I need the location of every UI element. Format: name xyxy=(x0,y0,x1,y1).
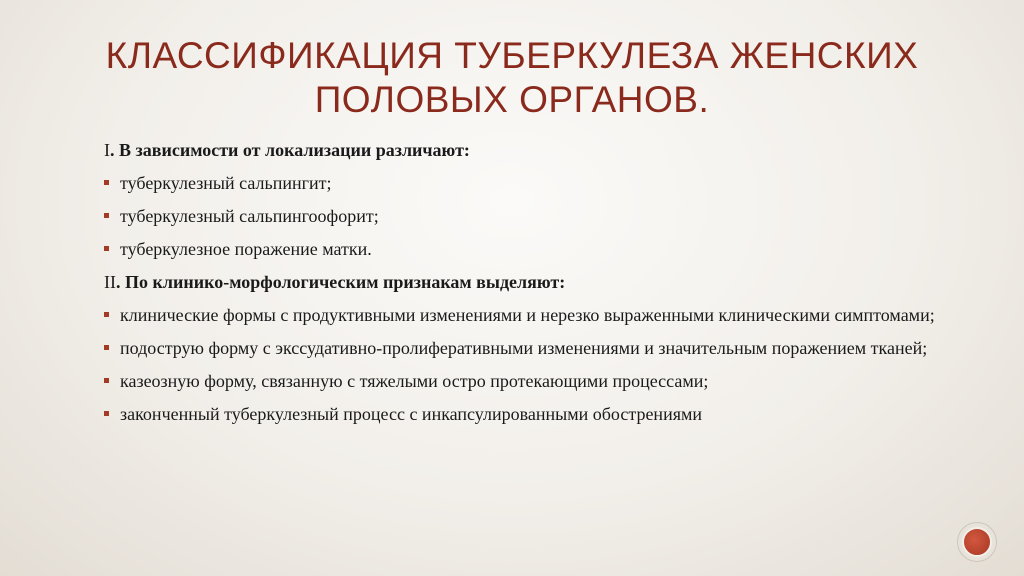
bullet-icon xyxy=(104,345,109,350)
section-2-list xyxy=(104,303,944,426)
list-item xyxy=(104,369,944,393)
list-item xyxy=(104,303,944,327)
slide-nav-circle-icon[interactable] xyxy=(957,522,997,562)
list-item xyxy=(104,402,944,426)
list-item-text: казеозную форму, связанную с тяжелыми остро протекающими процессами; xyxy=(120,371,709,391)
bullet-icon xyxy=(104,180,109,185)
section-1-numeral: I xyxy=(104,140,110,160)
section-1-heading-text: . В зависимости от локализации различают: xyxy=(110,140,470,160)
bullet-icon xyxy=(104,378,109,383)
bullet-icon xyxy=(104,246,109,251)
section-1-list xyxy=(104,171,944,261)
slide-content xyxy=(104,138,944,435)
circle-inner-icon xyxy=(962,527,992,557)
section-2-heading xyxy=(104,270,944,294)
list-item xyxy=(104,237,944,261)
list-item-text: подострую форму с экссудативно-пролиферативными изменениями и значительным поражением тканей; xyxy=(120,338,928,358)
bullet-icon xyxy=(104,213,109,218)
list-item-text: туберкулезное поражение матки. xyxy=(120,239,372,259)
slide-title xyxy=(60,34,964,122)
bullet-icon xyxy=(104,411,109,416)
list-item-text: туберкулезный сальпингит; xyxy=(120,173,332,193)
section-2-heading-text: . По клинико-морфологическим признакам выделяют: xyxy=(116,272,566,292)
list-item-text: туберкулезный сальпингоофорит; xyxy=(120,206,379,226)
list-item xyxy=(104,204,944,228)
section-1-heading xyxy=(104,138,944,162)
title-line-1: КЛАССИФИКАЦИЯ ТУБЕРКУЛЕЗА ЖЕНСКИХ xyxy=(105,35,919,76)
list-item xyxy=(104,171,944,195)
list-item xyxy=(104,336,944,360)
list-item-text: клинические формы с продуктивными изменениями и нерезко выраженными клиническими симптомами; xyxy=(120,305,935,325)
list-item-text: законченный туберкулезный процесс с инкапсулированными обострениями xyxy=(120,404,703,424)
title-line-2: ПОЛОВЫХ ОРГАНОВ. xyxy=(314,79,710,120)
bullet-icon xyxy=(104,312,109,317)
section-2-numeral: II xyxy=(104,272,116,292)
